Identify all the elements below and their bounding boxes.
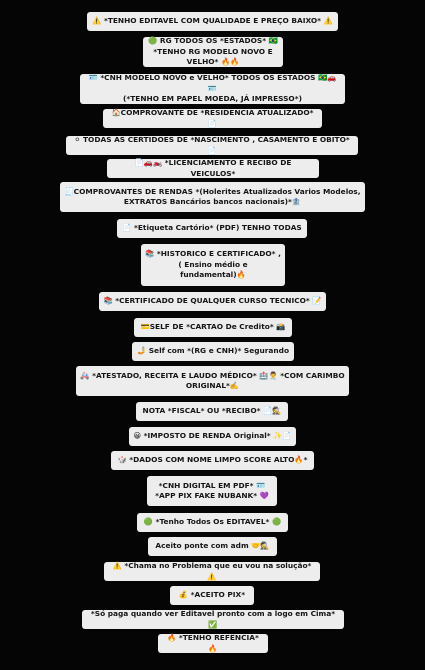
message-bubble	[99, 292, 326, 311]
message-text: 💰 *ACEITO PIX*	[178, 590, 246, 600]
message-bubble	[148, 537, 277, 556]
message-bubble	[104, 562, 320, 581]
message-text: ⚠️ *TENHO EDITAVEL COM QUALIDADE E PREÇO BAIXO* ⚠️	[92, 16, 333, 26]
message-text: 📚 *CERTIFICADO DE QUALQUER CURSO TECNICO* 📝	[103, 296, 322, 306]
message-bubble	[82, 610, 344, 629]
message-text: 🪪 *CNH MODELO NOVO e VELHO* TODOS OS ESTADOS 🇧🇷🚗🪪 (*TENHO EM PAPEL MOEDA, JÁ IMPRESSO*)	[88, 73, 337, 104]
message-bubble	[117, 219, 307, 238]
message-text: 🎲 *DADOS COM NOME LIMPO SCORE ALTO🔥*	[117, 455, 308, 465]
message-bubble	[141, 244, 285, 286]
message-bubble	[136, 402, 288, 421]
message-text: 🟢 *Tenho Todos Os EDITAVEL* 🟢	[143, 517, 282, 527]
message-bubble	[107, 159, 319, 178]
message-text: 💳SELF DE *CARTAO De Credito* 📸	[140, 322, 286, 332]
message-bubble	[147, 476, 277, 506]
message-text: 😀 *IMPOSTO DE RENDA Original* ✨📄	[133, 431, 292, 441]
message-text: ⚠️ *Chama no Problema que eu vou na solução* ⚠️	[112, 561, 312, 581]
message-text: 🚑 *ATESTADO, RECEITA E LAUDO MÉDICO* 🏥👨‍⚕️ *COM CARIMBO ORIGINAL*✍️	[80, 370, 345, 390]
message-bubble	[134, 318, 292, 337]
message-text: 🤳 Self com *(RG e CNH)* Segurando	[136, 346, 290, 356]
message-bubble	[143, 37, 283, 67]
message-bubble	[60, 182, 365, 212]
message-text: 📄🚗🏍️ *LICENCIAMENTO E RECIBO DE VEICULOS*	[134, 158, 292, 178]
message-bubble	[132, 342, 294, 361]
message-bubble	[137, 513, 288, 532]
message-text: *CNH DIGITAL EM PDF* 🪪 *APP PIX FAKE NUBANK* 💜	[155, 480, 269, 500]
message-bubble	[76, 366, 349, 396]
message-bubble	[87, 12, 338, 31]
message-text: ⚪ TODAS AS CERTIDÕES DE *NASCIMENTO , CASAMENTO E OBITO* 📄	[74, 135, 350, 155]
message-text: 🔥 *TENHO REFÊNCIA* 🔥	[167, 633, 259, 653]
message-bubble	[111, 451, 314, 470]
message-text: NOTA *FISCAL* OU *RECIBO* 📄🕵️	[142, 406, 282, 416]
message-bubble	[66, 136, 358, 155]
message-text: 🧾COMPROVANTES DE RENDAS *(Holerites Atualizados Varios Modelos, EXTRATOS Bancários bancos nacionais)*🏦	[64, 186, 361, 206]
message-text: *Só paga quando ver Editavel pronto com a logo em Cima* ✅	[90, 609, 336, 629]
message-bubble	[103, 109, 322, 128]
message-bubble	[158, 634, 268, 653]
message-text: 📄 *Etiqueta Cartório* (PDF) TENHO TODAS	[122, 223, 302, 233]
message-bubble	[80, 74, 345, 104]
message-bubble	[170, 586, 254, 605]
message-text: 📚 *HISTORICO E CERTIFICADO* , ( Ensino médio e fundamental)🔥	[145, 249, 281, 280]
message-bubble	[129, 427, 296, 446]
message-text: 🏠COMPROVANTE DE *RESIDENCIA ATUALIZADO*📄	[111, 108, 314, 128]
message-text: Aceito ponte com adm 🤝🕵️	[155, 541, 270, 551]
message-text: 🟢 RG TODOS OS *ESTADOS* 🇧🇷 *TENHO RG MODELO NOVO E VELHO* 🔥🔥	[148, 36, 278, 67]
